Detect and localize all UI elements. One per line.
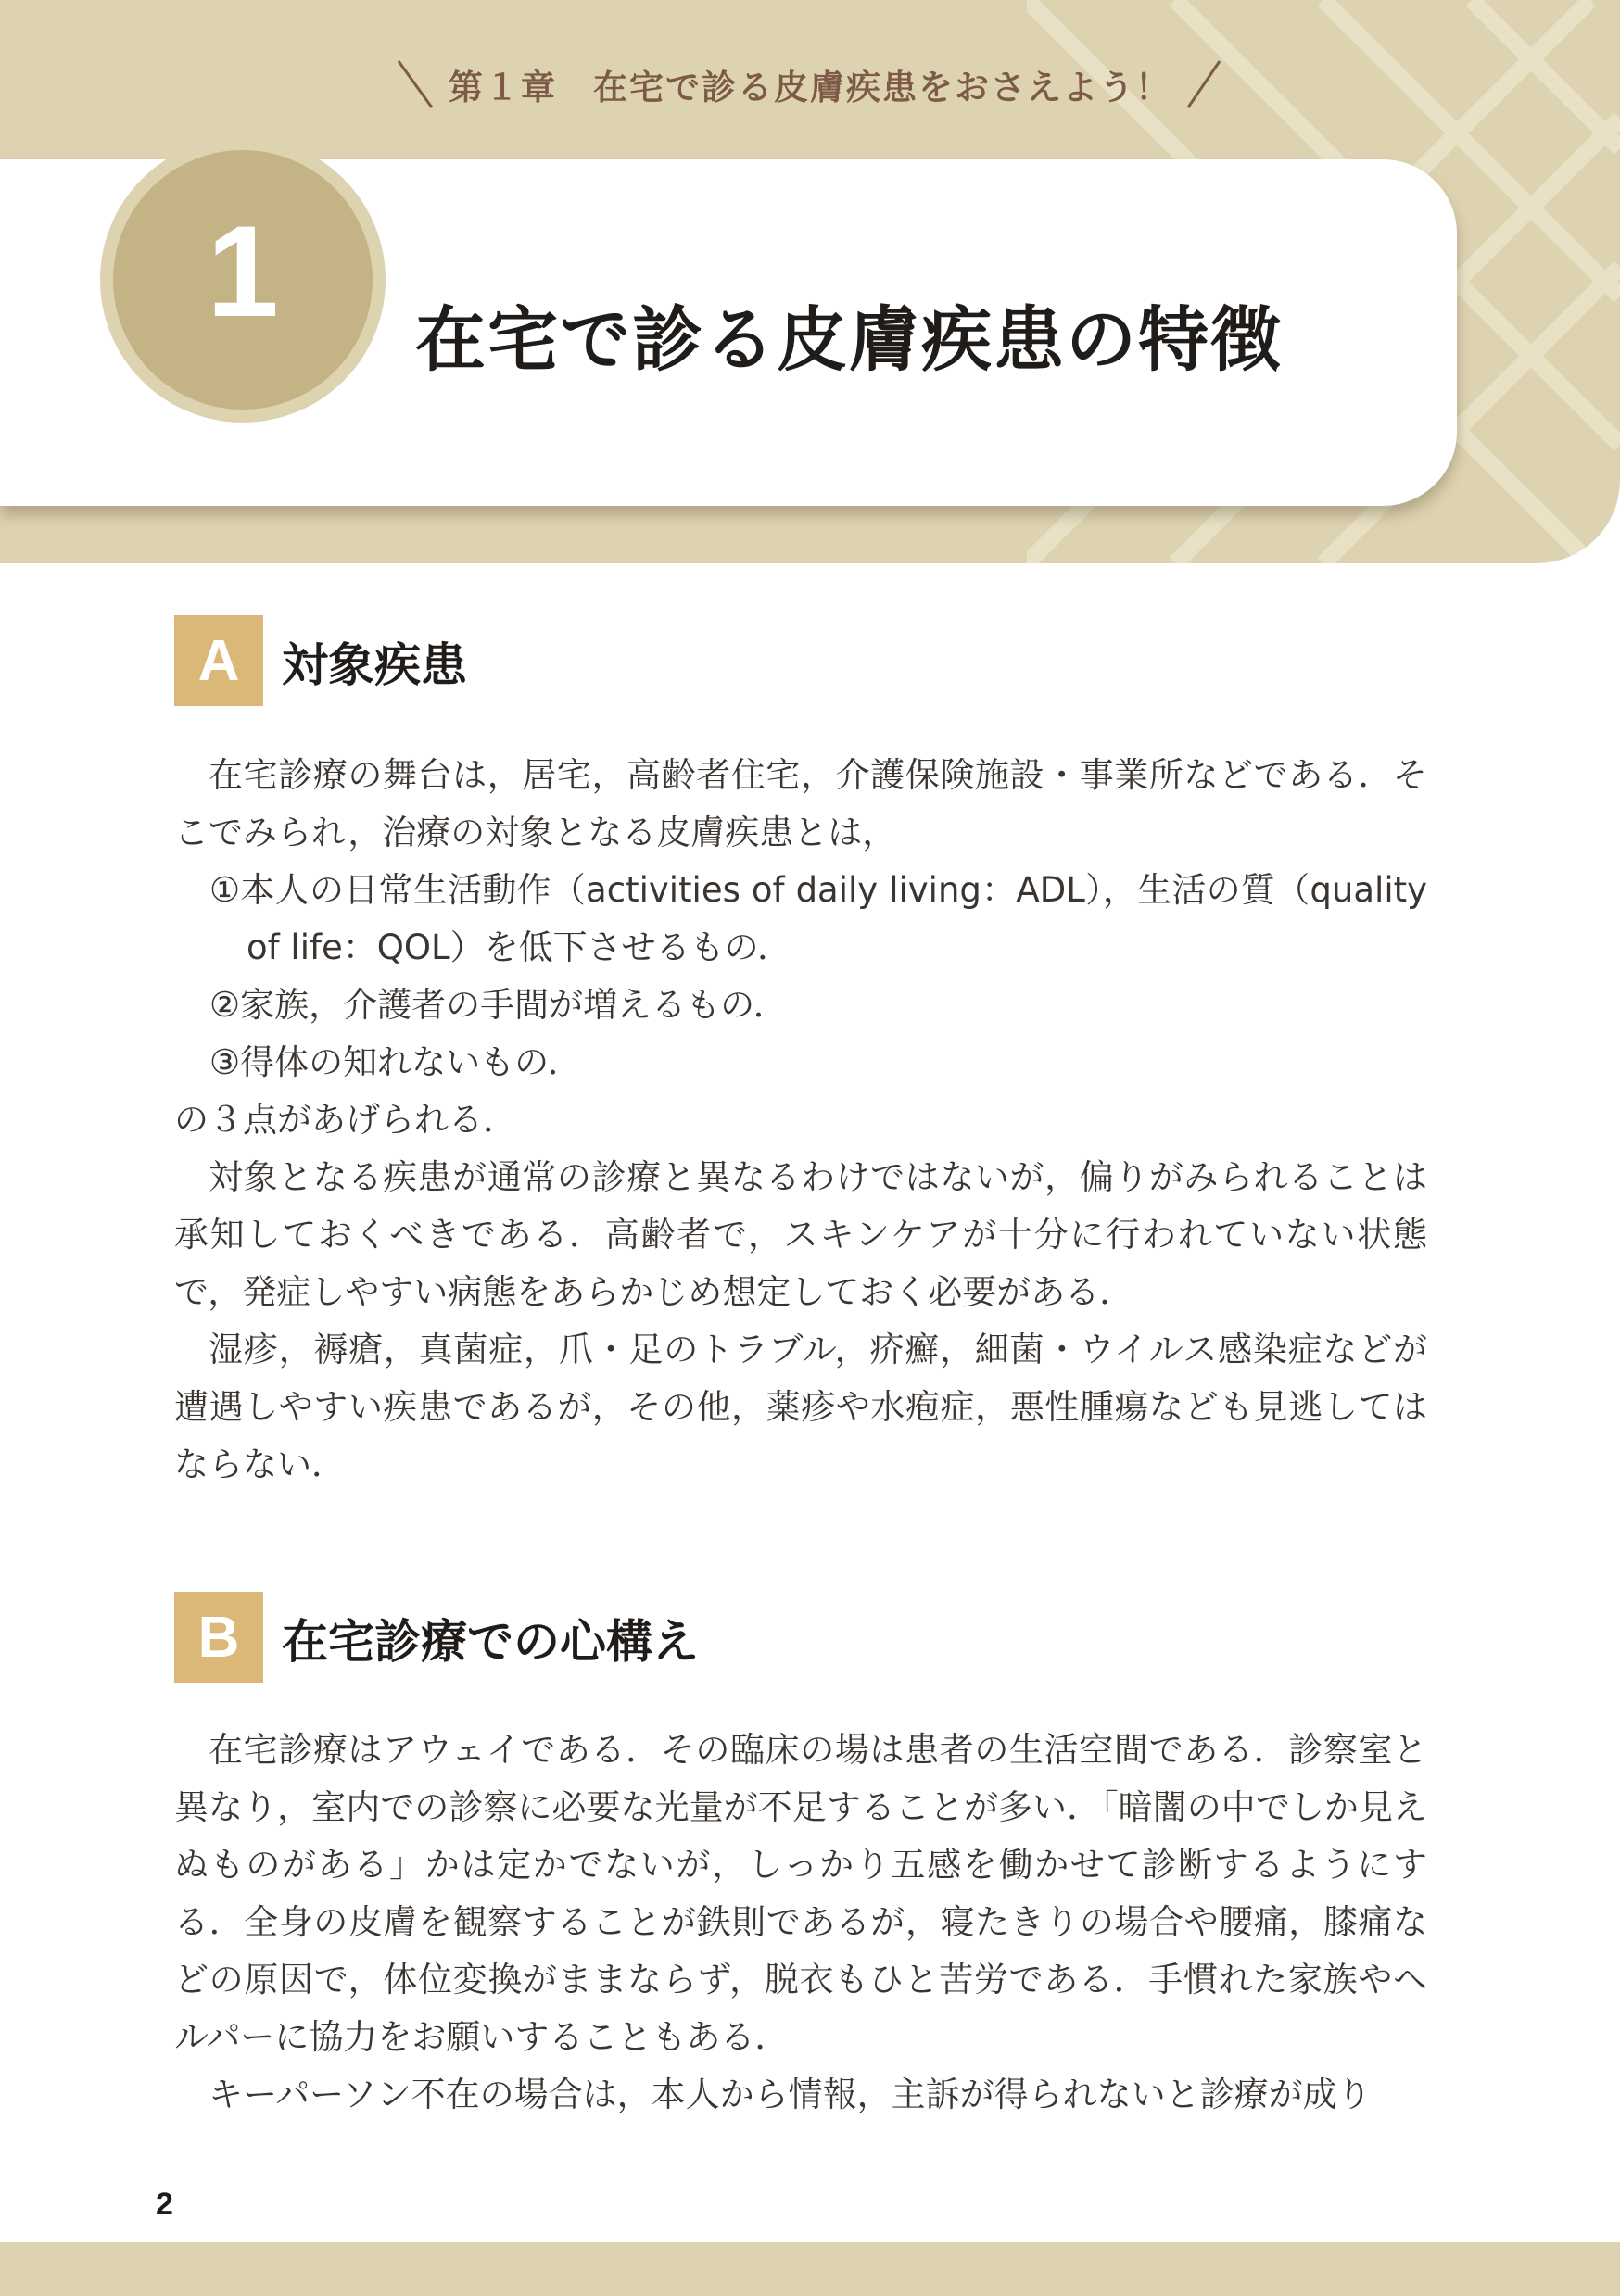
section-a-letter: A [174,615,263,706]
slash-ornament [1183,57,1225,111]
section-b-title: 在宅診療での心構え [282,1615,699,1669]
paragraph: 在宅診療の舞台は，居宅，高齢者住宅，介護保険施設・事業所などである．そこでみられ，治療の対象となる皮膚疾患とは， [174,755,1427,852]
section-b-letter: B [174,1592,263,1683]
chapter-heading [0,57,1620,111]
page-number: 2 [156,2187,173,2222]
list-item: ①本人の日常生活動作（activities of daily living：ADL），生活の質（quality of life：QOL）を低下させるもの． [209,870,1427,967]
paragraph: キーパーソン不在の場合は，本人から情報，主訴が得られないと診療が成り [209,2075,1372,2114]
list-item: ②家族，介護者の手間が増えるもの． [209,985,788,1025]
section-b-body [174,1722,1427,2124]
section-number-badge [100,137,386,423]
paragraph: 在宅診療はアウェイである．その臨床の場は患者の生活空間である．診察室と異なり，室内での診察に必要な光量が不足することが多い．「暗闇の中でしか見えぬものがある」かは定かでないが，しっかり五感を働かせて診断するようにする．全身の皮膚を観察することが鉄則であるが，寝たきりの場合や腰痛，膝痛などの原因で，体位変換がままならず，脱衣もひと苦労である．手慣れた家族やヘルパーに協力をお願いすることもある． [174,1730,1427,2057]
section-a-body [174,747,1427,1494]
paragraph: 対象となる疾患が通常の診療と異なるわけではないが，偏りがみられることは承知しておくべきである．高齢者で，スキンケアが十分に行われていない状態で，発症しやすい病態をあらかじめ想定しておく必要がある． [174,1157,1427,1312]
list-item: ③得体の知れないもの． [209,1042,582,1082]
footer-band [0,2242,1620,2296]
chapter-label: 第１章 在宅で診る皮膚疾患をおさえよう！ [449,68,1171,107]
paragraph: の３点があげられる． [174,1100,517,1140]
page-title: 在宅で診る皮膚疾患の特徴 [415,298,1283,381]
backslash-ornament [395,57,437,111]
paragraph: 湿疹，褥瘡，真菌症，爪・足のトラブル，疥癬，細菌・ウイルス感染症などが遭遇しやすい疾患であるが，その他，薬疹や水疱症，悪性腫瘍なども見逃してはならない． [174,1330,1427,1484]
section-number: 1 [207,198,279,344]
section-a-title: 対象疾患 [282,638,467,692]
